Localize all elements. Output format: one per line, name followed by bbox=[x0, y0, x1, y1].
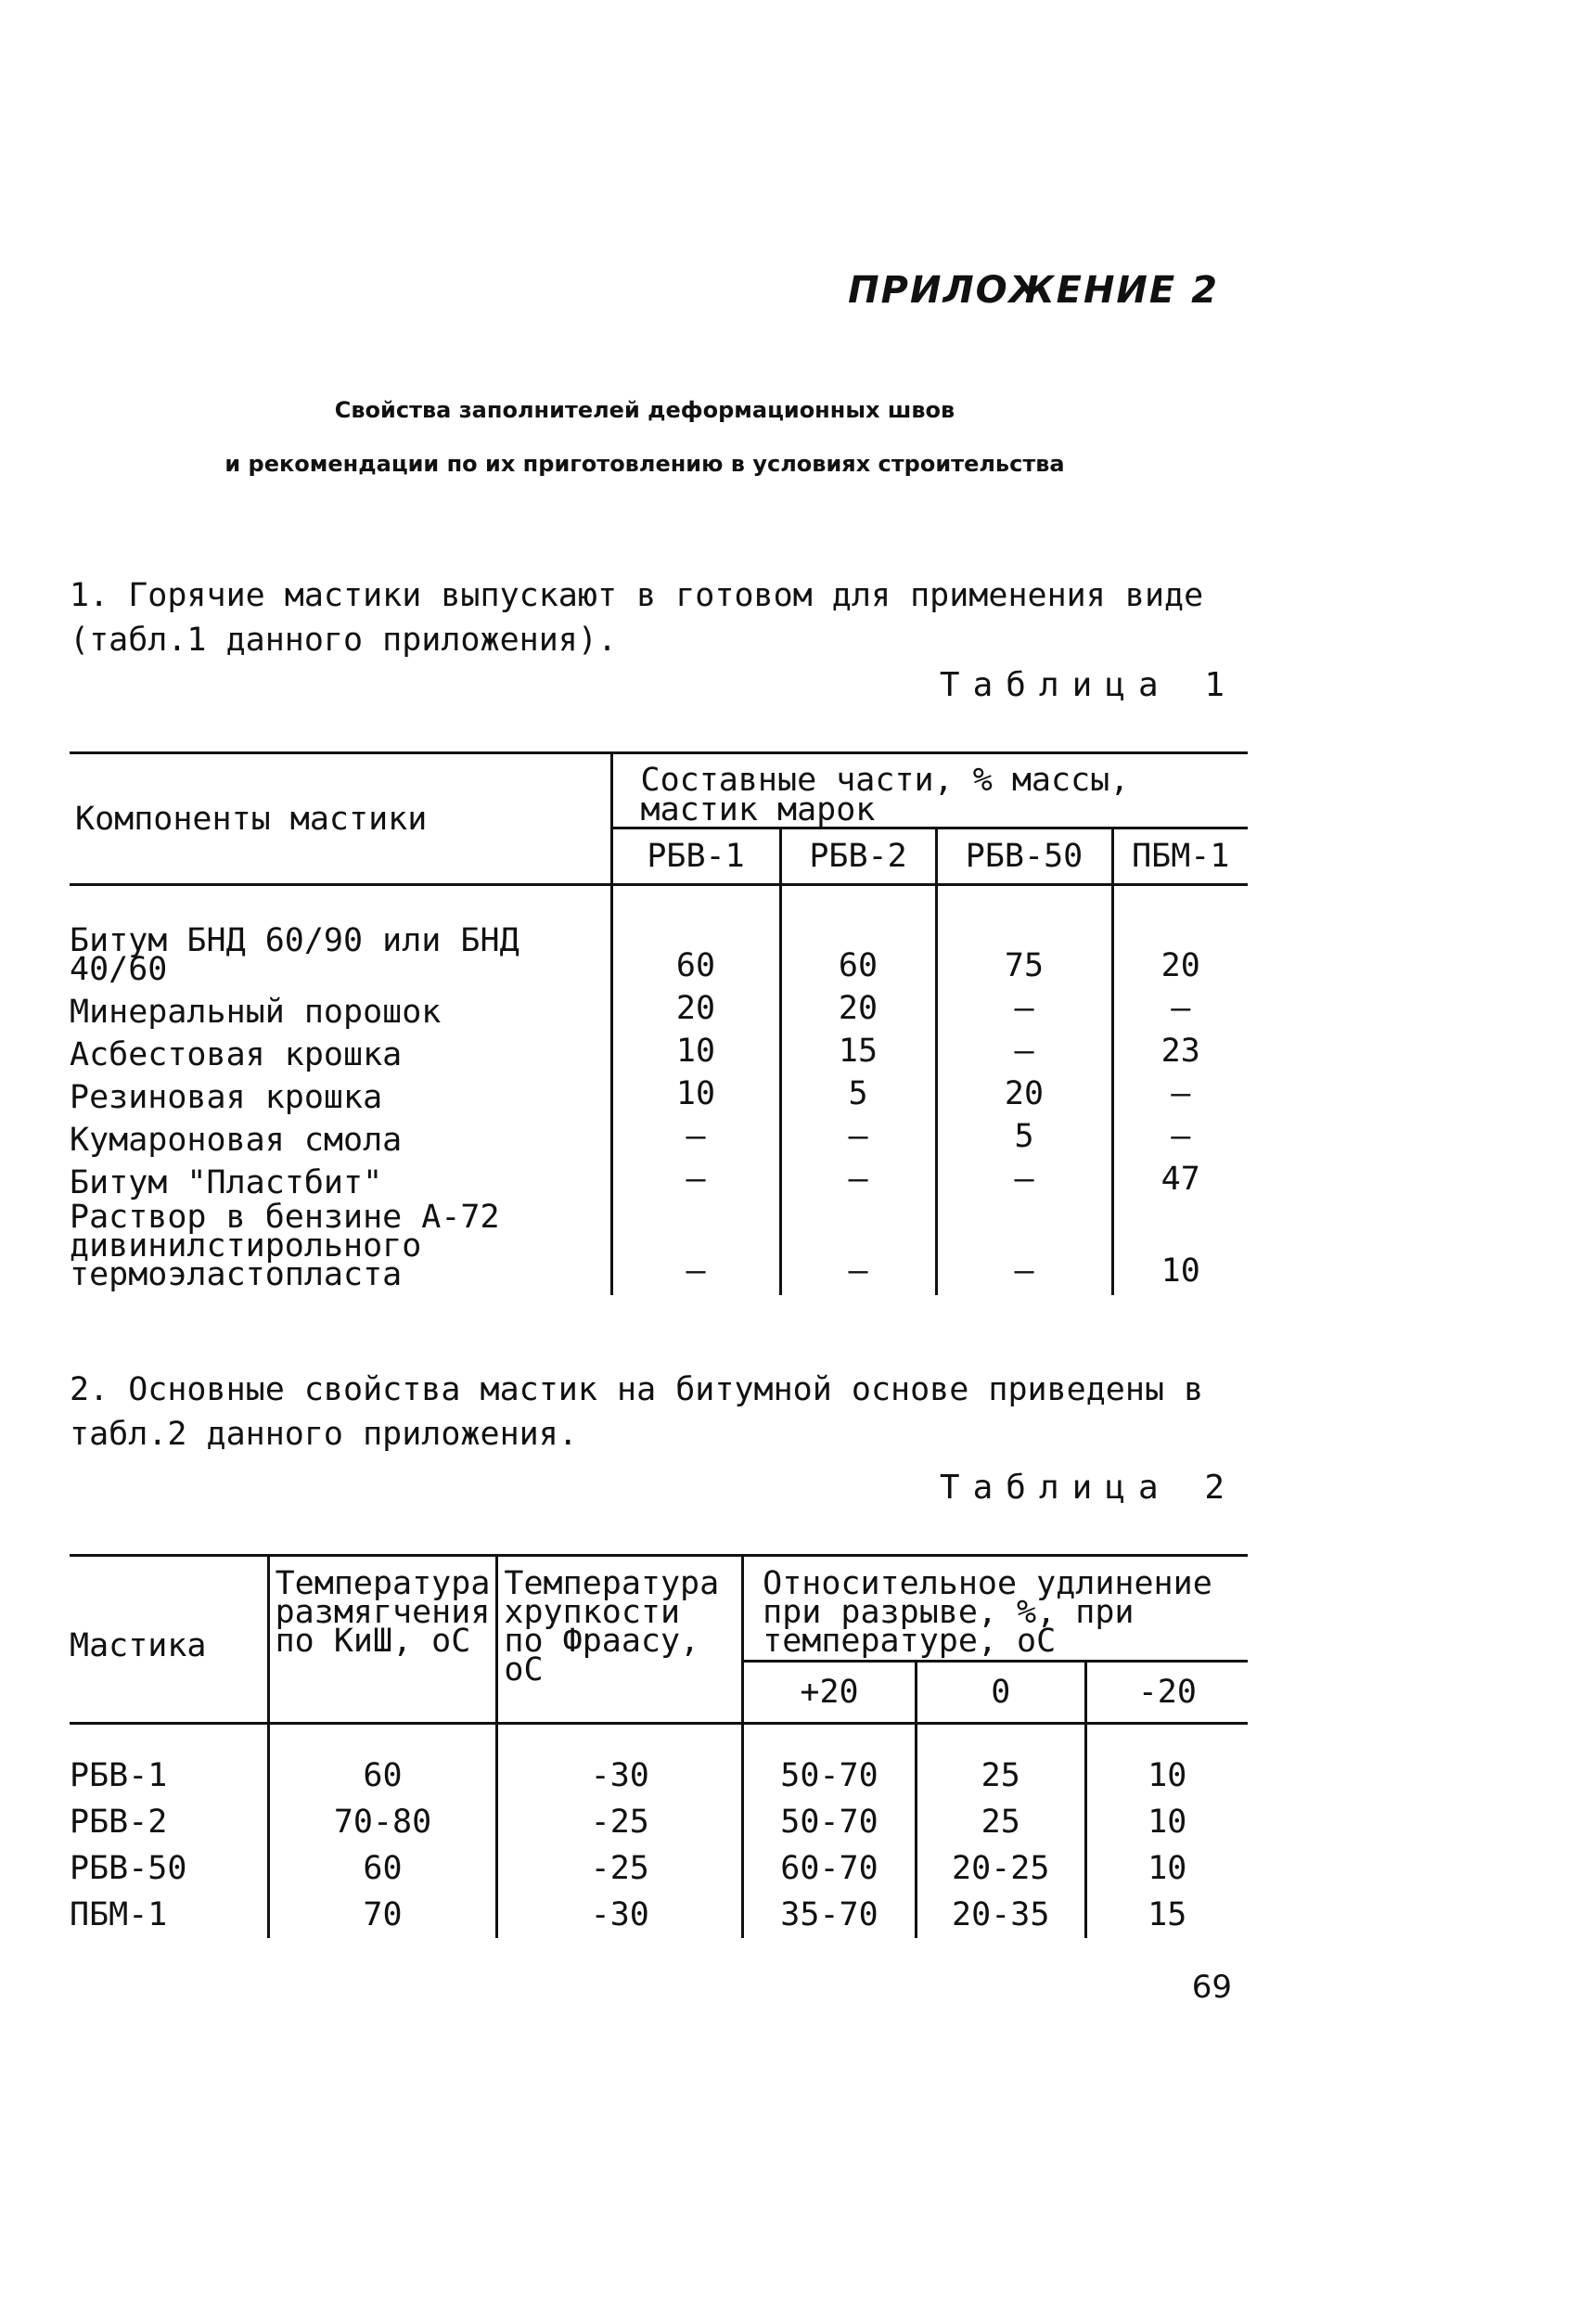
cell: – bbox=[780, 1203, 936, 1295]
cell: – bbox=[936, 1033, 1112, 1075]
cell: 20 bbox=[936, 1075, 1112, 1118]
cell: 10 bbox=[611, 1075, 780, 1118]
table-2-header-temp: -20 bbox=[1085, 1662, 1248, 1724]
cell: 15 bbox=[780, 1033, 936, 1075]
cell: 25 bbox=[916, 1724, 1085, 1800]
table-row bbox=[70, 1892, 1248, 1938]
row-label: Раствор в бензине А-72 дивинилстирольного термоэластопласта bbox=[70, 1203, 611, 1295]
cell: 60 bbox=[780, 885, 936, 991]
cell: – bbox=[936, 1203, 1112, 1295]
cell: – bbox=[1171, 990, 1191, 1027]
cell: 50-70 bbox=[743, 1724, 917, 1800]
cell: 10 bbox=[611, 1033, 780, 1075]
table-1-header-brand: ПБМ-1 bbox=[1112, 828, 1248, 885]
table-row bbox=[70, 1161, 1248, 1203]
row-label: Асбестовая крошка bbox=[70, 1033, 611, 1075]
table-2-header-elongation: Относительное удлинение при разрыве, %, при температуре, оС bbox=[743, 1556, 1248, 1662]
cell: 20 bbox=[1160, 947, 1200, 984]
cell: – bbox=[1171, 1118, 1191, 1155]
cell: 10 bbox=[1148, 1804, 1187, 1841]
cell: – bbox=[936, 990, 1112, 1033]
table-2-header-temp: +20 bbox=[743, 1662, 917, 1724]
appendix-title: ПРИЛОЖЕНИЕ 2 bbox=[848, 269, 1219, 312]
paragraph-1: 1. Горячие мастики выпускают в готовом для применения виде (табл.1 данного приложения). bbox=[70, 577, 1204, 659]
row-label: РБВ-2 bbox=[70, 1799, 268, 1845]
cell: 25 bbox=[916, 1799, 1085, 1845]
page-number: 69 bbox=[1191, 1969, 1232, 2006]
cell: 15 bbox=[1148, 1896, 1187, 1933]
table-1 bbox=[70, 751, 1248, 1295]
cell: 20-35 bbox=[916, 1892, 1085, 1938]
table-2-header-mastic: Мастика bbox=[70, 1556, 268, 1724]
row-label: Битум "Пластбит" bbox=[70, 1161, 611, 1203]
table-2 bbox=[70, 1554, 1248, 1938]
table-row bbox=[70, 1203, 1248, 1295]
cell: 10 bbox=[1148, 1757, 1187, 1794]
paragraph-2: 2. Основные свойства мастик на битумной основе приведены в табл.2 данного приложения. bbox=[70, 1371, 1204, 1453]
cell: 60-70 bbox=[743, 1845, 917, 1892]
cell: 5 bbox=[936, 1118, 1112, 1161]
subtitle-line-1: Свойства заполнителей деформационных швов bbox=[334, 397, 955, 423]
table-row bbox=[70, 1724, 1248, 1800]
table-1-header-group: Составные части, % массы, мастик марок bbox=[611, 753, 1248, 828]
table-1-header-brand: РБВ-2 bbox=[780, 828, 936, 885]
cell: 50-70 bbox=[743, 1799, 917, 1845]
table-2-caption: Таблица 2 bbox=[939, 1469, 1237, 1507]
cell: 10 bbox=[1148, 1850, 1187, 1887]
subtitle-line-2: и рекомендации по их приготовлению в условиях строительства bbox=[224, 451, 1065, 477]
row-label: РБВ-50 bbox=[70, 1845, 268, 1892]
cell: – bbox=[936, 1161, 1112, 1203]
cell: -30 bbox=[497, 1892, 743, 1938]
cell: – bbox=[611, 1118, 780, 1161]
cell: 47 bbox=[1160, 1161, 1200, 1198]
table-row bbox=[70, 1799, 1248, 1845]
table-2-header-temp: 0 bbox=[916, 1662, 1085, 1724]
table-row bbox=[70, 990, 1248, 1033]
table-row bbox=[70, 1845, 1248, 1892]
cell: 60 bbox=[268, 1724, 497, 1800]
cell: 5 bbox=[780, 1075, 936, 1118]
row-label: РБВ-1 bbox=[70, 1724, 268, 1800]
cell: – bbox=[780, 1118, 936, 1161]
cell: – bbox=[780, 1161, 936, 1203]
cell: 75 bbox=[936, 885, 1112, 991]
cell: 70 bbox=[268, 1892, 497, 1938]
table-2-header-softening: Температура размягчения по КиШ, оС bbox=[268, 1556, 497, 1724]
cell: 10 bbox=[1160, 1252, 1200, 1290]
table-row bbox=[70, 1118, 1248, 1161]
row-label: Резиновая крошка bbox=[70, 1075, 611, 1118]
cell: 60 bbox=[611, 885, 780, 991]
cell: 35-70 bbox=[743, 1892, 917, 1938]
table-1-header-brand: РБВ-50 bbox=[936, 828, 1112, 885]
row-label: Битум БНД 60/90 или БНД 40/60 bbox=[70, 885, 611, 991]
table-row bbox=[70, 1075, 1248, 1118]
cell: 60 bbox=[268, 1845, 497, 1892]
row-label: ПБМ-1 bbox=[70, 1892, 268, 1938]
cell: – bbox=[611, 1203, 780, 1295]
cell: 20-25 bbox=[916, 1845, 1085, 1892]
table-1-header-component: Компоненты мастики bbox=[70, 753, 611, 885]
row-label: Кумароновая смола bbox=[70, 1118, 611, 1161]
table-2-header-brittleness: Температура хрупкости по Фраасу, оС bbox=[497, 1556, 743, 1724]
cell: – bbox=[1171, 1075, 1191, 1112]
table-row bbox=[70, 1033, 1248, 1075]
cell: -30 bbox=[497, 1724, 743, 1800]
cell: 70-80 bbox=[268, 1799, 497, 1845]
row-label: Минеральный порошок bbox=[70, 990, 611, 1033]
cell: 20 bbox=[611, 990, 780, 1033]
cell: – bbox=[611, 1161, 780, 1203]
table-1-header-brand: РБВ-1 bbox=[611, 828, 780, 885]
table-row bbox=[70, 885, 1248, 991]
cell: -25 bbox=[497, 1845, 743, 1892]
cell: 20 bbox=[780, 990, 936, 1033]
table-1-caption: Таблица 1 bbox=[939, 666, 1237, 704]
cell: -25 bbox=[497, 1799, 743, 1845]
cell: 23 bbox=[1160, 1033, 1200, 1070]
